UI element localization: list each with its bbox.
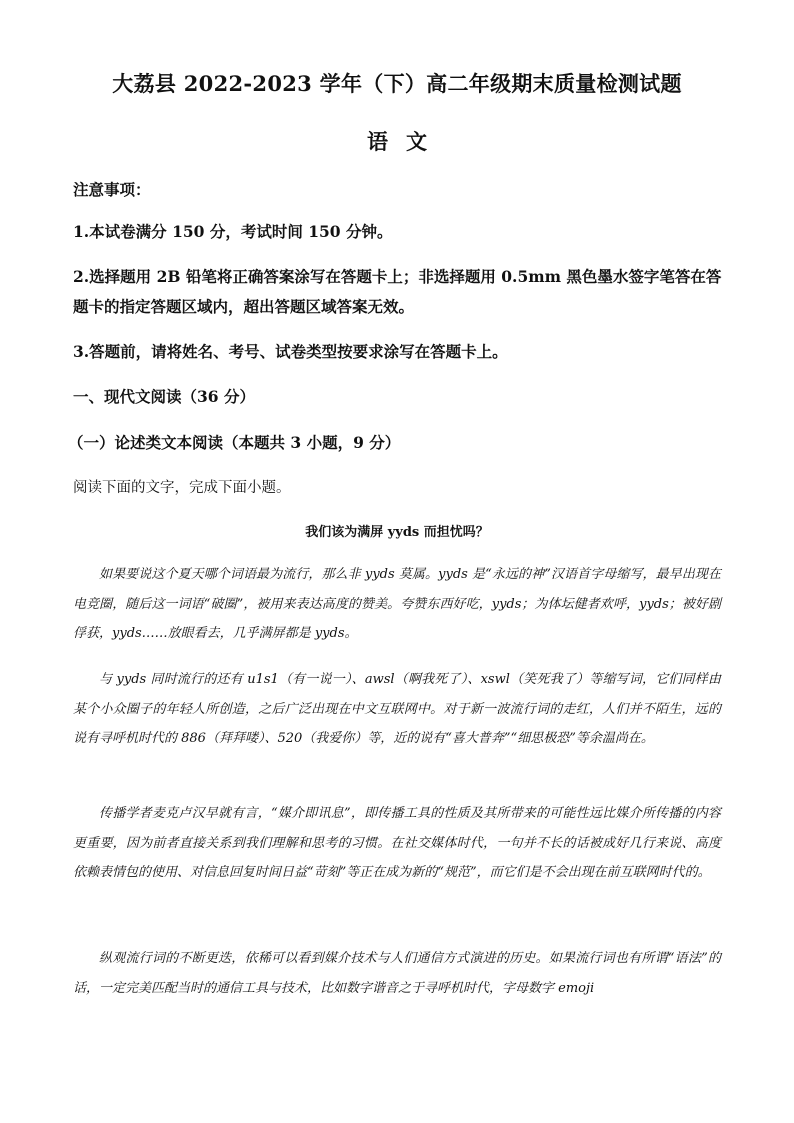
article-paragraph-3: 传播学者麦克卢汉早就有言，“媒介即讯息”，即传播工具的性质及其所带来的可能性远比媒介所传播的内容更重要，因为前者直接关系到我们理解和思考的习惯。在社交媒体时代，一句并不长的话被成好几行来说、高度依赖表情包的使用、对信息回复时间日益“苛刻”等正在成为新的“规范”，而它们是不会出现在前互联网时代的。 [73,806,721,880]
exam-title: 大荔县 2022-2023 学年（下）高二年级期末质量检测试题 [112,71,682,96]
notice-item-2: 2.选择题用 2B 铅笔将正确答案涂写在答题卡上；非选择题用 0.5mm 黑色墨水签字笔答在答题卡的指定答题区域内，超出答题区域答案无效。 [73,267,722,316]
subject-title: 语文 [367,129,445,154]
section-heading: 一、现代文阅读（36 分） [73,387,255,406]
reading-instruction: 阅读下面的文字，完成下面小题。 [73,480,291,496]
article-paragraph-1: 如果要说这个夏天哪个词语最为流行，那么非 yyds 莫属。yyds 是“永远的神”汉语首字母缩写，最早出现在电竞圈，随后这一词语“破圈”，被用来表达高度的赞美。夸赞东西好吃，yyds；为体坛健者欢呼，yyds；被好剧俘获，yyds……放眼看去，几乎满屏都是 yyds。 [73,567,721,641]
notice-item-3: 3.答题前，请将姓名、考号、试卷类型按要求涂写在答题卡上。 [73,342,508,361]
article-title: 我们该为满屏 yyds 而担忧吗？ [305,525,489,540]
notice-item-1: 1.本试卷满分 150 分，考试时间 150 分钟。 [73,222,393,241]
subsection-heading: （一）论述类文本阅读（本题共 3 小题，9 分） [68,433,401,452]
article-paragraph-2: 与 yyds 同时流行的还有 u1s1（有一说一）、awsl（啊我死了）、xswl（笑死我了）等缩写词，它们同样由某个小众圈子的年轻人所创造，之后广泛出现在中文互联网中。对于新一波流行词的走红，人们并不陌生，远的说有寻呼机时代的 886（拜拜喽）、520（我爱你）等，近的说有“喜大普奔”“细思极恐”等余温尚在。 [73,672,721,746]
article-paragraph-4: 纵观流行词的不断更迭，依稀可以看到媒介技术与人们通信方式演进的历史。如果流行词也有所谓“语法”的话，一定完美匹配当时的通信工具与技术，比如数字谐音之于寻呼机时代，字母数字 emoji [73,951,721,996]
notice-heading: 注意事项： [73,180,151,199]
